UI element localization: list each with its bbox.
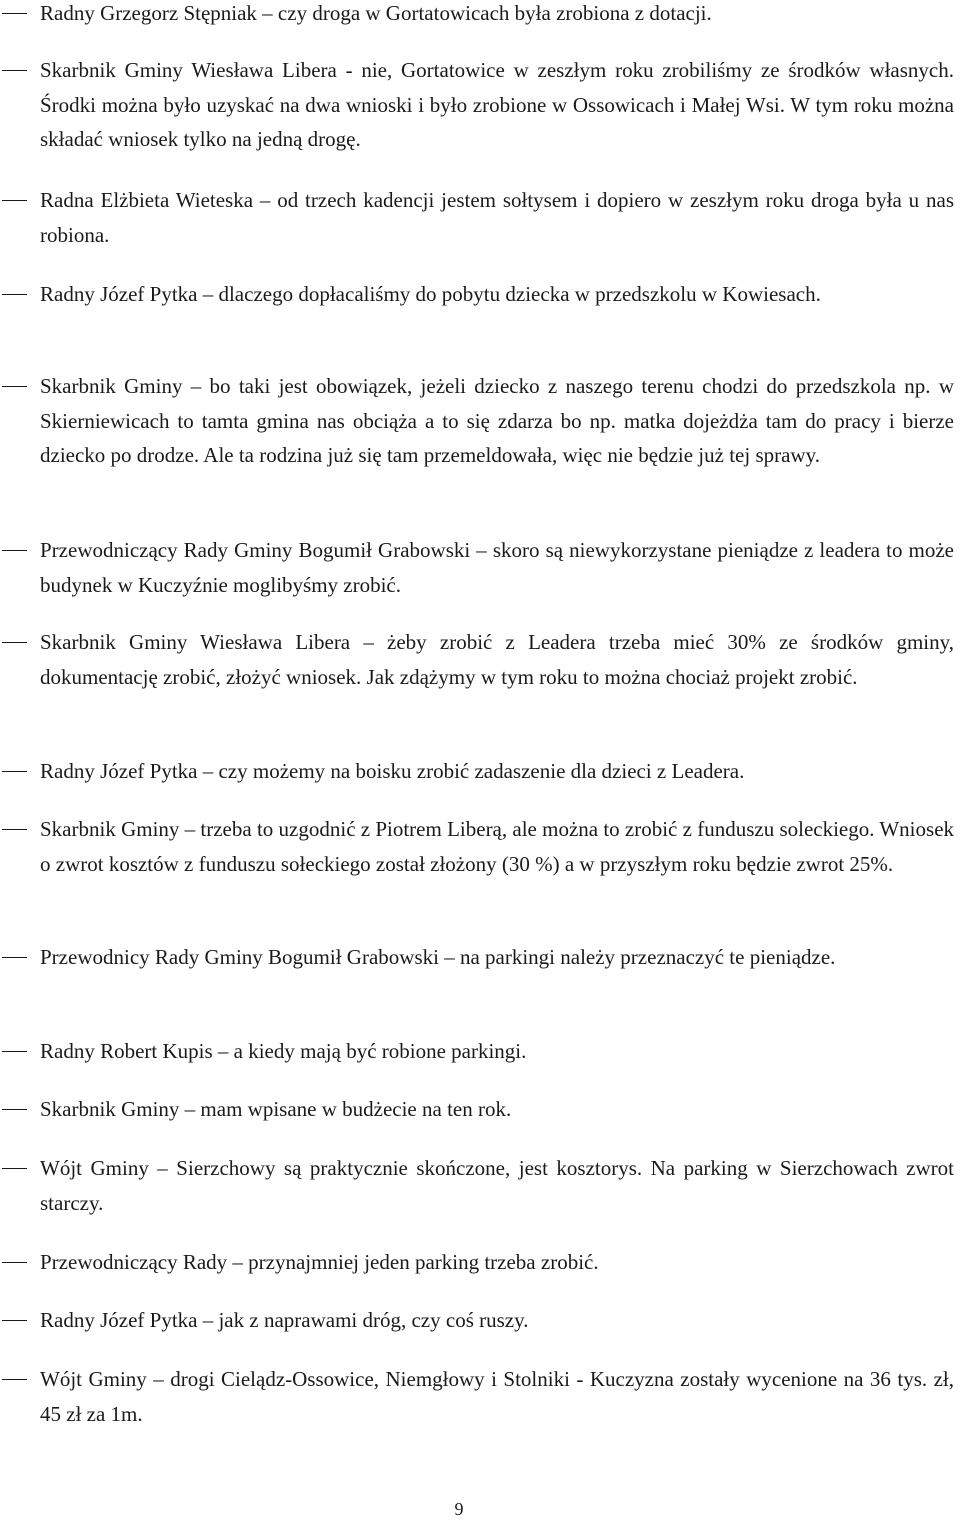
paragraph-text: Radna Elżbieta Wieteska – od trzech kadencji jestem sołtysem i dopiero w zeszłym roku droga była u nas robiona. — [40, 188, 954, 247]
dash-bullet — [2, 1320, 27, 1321]
paragraph-text: Radny Grzegorz Stępniak – czy droga w Gortatowicach była zrobiona z dotacji. — [40, 1, 712, 25]
paragraph-text: Przewodniczący Rady Gminy Bogumił Grabowski – skoro są niewykorzystane pieniądze z leadera to może budynek w Kuczyźnie moglibyśmy zrobić. — [40, 538, 954, 597]
dash-bullet — [2, 642, 27, 643]
paragraph-text: Przewodniczący Rady – przynajmniej jeden parking trzeba zrobić. — [40, 1250, 599, 1274]
dash-bullet — [2, 200, 27, 201]
dash-bullet — [2, 771, 27, 772]
paragraph-text: Skarbnik Gminy Wiesława Libera – żeby zrobić z Leadera trzeba mieć 30% ze środków gminy, dokumentację zrobić, złożyć wniosek. Jak zdążymy w tym roku to można chociaż projekt zrobić. — [40, 630, 954, 689]
dash-bullet — [2, 13, 27, 14]
dash-bullet — [2, 829, 27, 830]
dash-bullet — [2, 1109, 27, 1110]
paragraph-text: Skarbnik Gminy – bo taki jest obowiązek, jeżeli dziecko z naszego terenu chodzi do przedszkola np. w Skierniewicach to tamta gmina nas obciąża a to się zdarza bo np. matka dojeżdża tam do pracy i bierze dziecko po drodze. Ale ta rodzina już się tam przemeldowała, więc nie będzie już tej sprawy. — [40, 374, 954, 467]
dash-bullet — [2, 1379, 27, 1380]
dash-bullet — [2, 1051, 27, 1052]
dash-bullet — [2, 550, 27, 551]
paragraph-text: Przewodnicy Rady Gminy Bogumił Grabowski – na parkingi należy przeznaczyć te pieniądze. — [40, 945, 836, 969]
page-number: 9 — [454, 1499, 464, 1519]
paragraph-text: Skarbnik Gminy Wiesława Libera - nie, Gortatowice w zeszłym roku zrobiliśmy ze środków własnych. Środki można było uzyskać na dwa wnioski i było zrobione w Ossowicach i Małej Wsi. W tym roku można składać wniosek tylko na jedną drogę. — [40, 58, 954, 151]
paragraph-text: Wójt Gminy – drogi Cielądz-Ossowice, Niemgłowy i Stolniki - Kuczyzna zostały wycenione na 36 tys. zł, 45 zł za 1m. — [40, 1367, 954, 1426]
paragraph-text: Radny Józef Pytka – jak z naprawami dróg, czy coś ruszy. — [40, 1308, 529, 1332]
paragraph-text: Radny Józef Pytka – czy możemy na boisku zrobić zadaszenie dla dzieci z Leadera. — [40, 759, 745, 783]
dash-bullet — [2, 294, 27, 295]
dash-bullet — [2, 1262, 27, 1263]
paragraph-text: Skarbnik Gminy – mam wpisane w budżecie na ten rok. — [40, 1097, 512, 1121]
dash-bullet — [2, 957, 27, 958]
dash-bullet — [2, 1168, 27, 1169]
dash-bullet — [2, 70, 27, 71]
paragraph-text: Radny Robert Kupis – a kiedy mają być robione parkingi. — [40, 1039, 527, 1063]
paragraph-text: Radny Józef Pytka – dlaczego dopłacaliśmy do pobytu dziecka w przedszkolu w Kowiesach. — [40, 282, 821, 306]
paragraph-text: Skarbnik Gminy – trzeba to uzgodnić z Piotrem Liberą, ale można to zrobić z funduszu soleckiego. Wniosek o zwrot kosztów z funduszu sołeckiego został złożony (30 %) a w przyszłym roku będzie zwrot 25%. — [40, 817, 955, 876]
dash-bullet — [2, 386, 27, 387]
paragraph-text: Wójt Gminy – Sierzchowy są praktycznie skończone, jest kosztorys. Na parking w Sierzchowach zwrot starczy. — [40, 1156, 954, 1215]
